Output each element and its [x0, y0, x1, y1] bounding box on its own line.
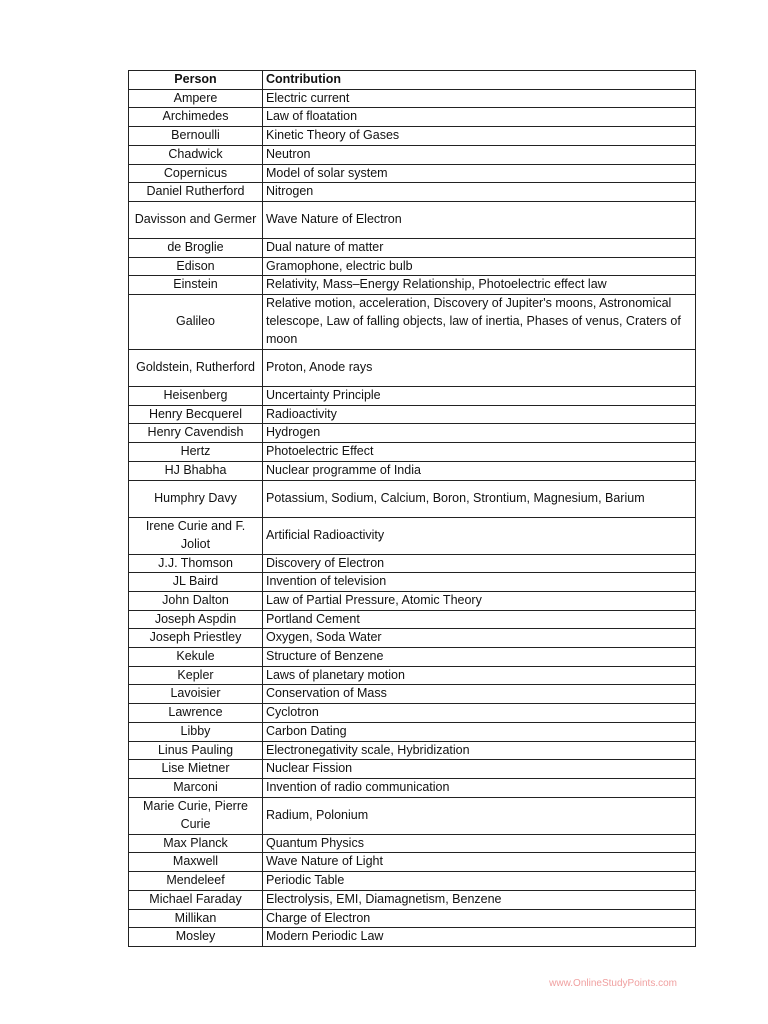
cell-person: Ampere [129, 89, 263, 108]
table-row [129, 424, 696, 443]
cell-contribution: Conservation of Mass [263, 685, 696, 704]
table-row [129, 405, 696, 424]
table-row [129, 387, 696, 406]
cell-person: Archimedes [129, 108, 263, 127]
cell-person: J.J. Thomson [129, 554, 263, 573]
cell-contribution: Wave Nature of Electron [263, 201, 696, 238]
table-row [129, 797, 696, 834]
cell-person: Marconi [129, 778, 263, 797]
table-row [129, 610, 696, 629]
cell-person: Daniel Rutherford [129, 183, 263, 202]
table-row [129, 629, 696, 648]
header-contribution: Contribution [263, 71, 696, 90]
cell-contribution: Radioactivity [263, 405, 696, 424]
table-row [129, 350, 696, 387]
table-row [129, 834, 696, 853]
cell-person: Edison [129, 257, 263, 276]
table-row [129, 145, 696, 164]
cell-person: Kepler [129, 666, 263, 685]
cell-person: Libby [129, 722, 263, 741]
cell-person: Joseph Aspdin [129, 610, 263, 629]
cell-person: Joseph Priestley [129, 629, 263, 648]
table-row [129, 685, 696, 704]
cell-contribution: Gramophone, electric bulb [263, 257, 696, 276]
cell-contribution: Structure of Benzene [263, 648, 696, 667]
cell-person: Marie Curie, Pierre Curie [129, 797, 263, 834]
table-row [129, 276, 696, 295]
cell-person: Galileo [129, 295, 263, 350]
cell-person: Mendeleef [129, 872, 263, 891]
cell-contribution: Oxygen, Soda Water [263, 629, 696, 648]
table-row [129, 853, 696, 872]
cell-contribution: Artificial Radioactivity [263, 517, 696, 554]
table-row [129, 480, 696, 517]
table-row [129, 201, 696, 238]
cell-person: Chadwick [129, 145, 263, 164]
cell-contribution: Proton, Anode rays [263, 350, 696, 387]
cell-contribution: Law of Partial Pressure, Atomic Theory [263, 591, 696, 610]
cell-contribution: Law of floatation [263, 108, 696, 127]
table-row [129, 127, 696, 146]
cell-contribution: Dual nature of matter [263, 238, 696, 257]
cell-person: Maxwell [129, 853, 263, 872]
cell-person: Davisson and Germer [129, 201, 263, 238]
cell-contribution: Modern Periodic Law [263, 928, 696, 947]
cell-contribution: Periodic Table [263, 872, 696, 891]
cell-contribution: Nitrogen [263, 183, 696, 202]
cell-contribution: Cyclotron [263, 704, 696, 723]
table-header-row [129, 71, 696, 90]
cell-contribution: Kinetic Theory of Gases [263, 127, 696, 146]
table-row [129, 108, 696, 127]
cell-person: Max Planck [129, 834, 263, 853]
table-row [129, 164, 696, 183]
cell-person: John Dalton [129, 591, 263, 610]
cell-person: Heisenberg [129, 387, 263, 406]
cell-person: Henry Cavendish [129, 424, 263, 443]
table-row [129, 554, 696, 573]
cell-contribution: Photoelectric Effect [263, 443, 696, 462]
table-row [129, 517, 696, 554]
cell-contribution: Electric current [263, 89, 696, 108]
cell-contribution: Electrolysis, EMI, Diamagnetism, Benzene [263, 890, 696, 909]
table-row [129, 461, 696, 480]
contributions-table [128, 70, 696, 947]
header-person: Person [129, 71, 263, 90]
table-row [129, 872, 696, 891]
table-row [129, 722, 696, 741]
cell-contribution: Carbon Dating [263, 722, 696, 741]
cell-person: Kekule [129, 648, 263, 667]
cell-contribution: Charge of Electron [263, 909, 696, 928]
cell-contribution: Laws of planetary motion [263, 666, 696, 685]
cell-contribution: Uncertainty Principle [263, 387, 696, 406]
table-row [129, 890, 696, 909]
cell-person: de Broglie [129, 238, 263, 257]
cell-person: Mosley [129, 928, 263, 947]
cell-contribution: Wave Nature of Light [263, 853, 696, 872]
table-row [129, 666, 696, 685]
table-row [129, 183, 696, 202]
table-row [129, 443, 696, 462]
cell-contribution: Portland Cement [263, 610, 696, 629]
cell-person: Goldstein, Rutherford [129, 350, 263, 387]
table-row [129, 704, 696, 723]
cell-person: Humphry Davy [129, 480, 263, 517]
cell-contribution: Quantum Physics [263, 834, 696, 853]
cell-contribution: Radium, Polonium [263, 797, 696, 834]
cell-person: Henry Becquerel [129, 405, 263, 424]
cell-contribution: Invention of radio communication [263, 778, 696, 797]
cell-person: Lavoisier [129, 685, 263, 704]
cell-person: Linus Pauling [129, 741, 263, 760]
table-row [129, 909, 696, 928]
cell-contribution: Relativity, Mass–Energy Relationship, Photoelectric effect law [263, 276, 696, 295]
table-row [129, 648, 696, 667]
cell-contribution: Potassium, Sodium, Calcium, Boron, Strontium, Magnesium, Barium [263, 480, 696, 517]
cell-person: Einstein [129, 276, 263, 295]
cell-person: Lawrence [129, 704, 263, 723]
cell-contribution: Nuclear Fission [263, 760, 696, 779]
table-row [129, 257, 696, 276]
cell-person: Hertz [129, 443, 263, 462]
cell-person: Bernoulli [129, 127, 263, 146]
table-row [129, 573, 696, 592]
cell-person: Millikan [129, 909, 263, 928]
cell-contribution: Neutron [263, 145, 696, 164]
table-body [129, 89, 696, 946]
table-row [129, 295, 696, 350]
cell-contribution: Discovery of Electron [263, 554, 696, 573]
table-row [129, 89, 696, 108]
cell-person: JL Baird [129, 573, 263, 592]
cell-person: Copernicus [129, 164, 263, 183]
cell-contribution: Hydrogen [263, 424, 696, 443]
cell-person: Irene Curie and F. Joliot [129, 517, 263, 554]
cell-person: HJ Bhabha [129, 461, 263, 480]
watermark: www.OnlineStudyPoints.com [549, 978, 677, 989]
cell-contribution: Relative motion, acceleration, Discovery of Jupiter's moons, Astronomical telescope, Law of falling objects, law of inertia, Phases of venus, Craters of moon [263, 295, 696, 350]
cell-contribution: Invention of television [263, 573, 696, 592]
table-row [129, 928, 696, 947]
table-row [129, 238, 696, 257]
cell-contribution: Electronegativity scale, Hybridization [263, 741, 696, 760]
cell-contribution: Nuclear programme of India [263, 461, 696, 480]
cell-person: Michael Faraday [129, 890, 263, 909]
cell-person: Lise Mietner [129, 760, 263, 779]
table-row [129, 760, 696, 779]
table-row [129, 591, 696, 610]
table-row [129, 741, 696, 760]
cell-contribution: Model of solar system [263, 164, 696, 183]
table-row [129, 778, 696, 797]
